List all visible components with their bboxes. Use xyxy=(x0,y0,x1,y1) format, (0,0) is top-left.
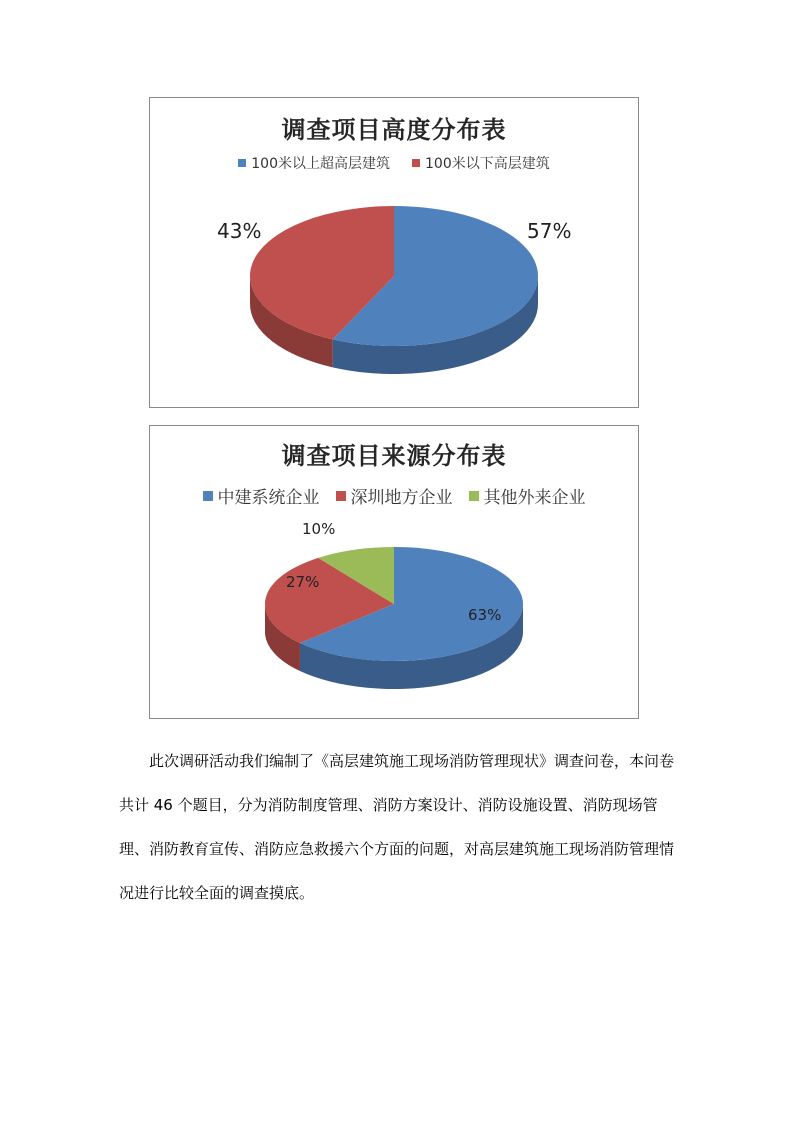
legend-label: 100米以下高层建筑 xyxy=(425,156,550,172)
chart-height-distribution xyxy=(149,97,639,408)
chart-legend xyxy=(150,153,638,173)
legend-label: 中建系统企业 xyxy=(217,488,320,508)
chart-legend xyxy=(150,483,638,508)
data-label-43: 43% xyxy=(217,219,262,243)
legend-item-above-100m xyxy=(238,153,390,173)
legend-label: 深圳地方企业 xyxy=(350,488,453,508)
legend-item-other xyxy=(469,483,586,508)
legend-swatch-blue xyxy=(238,159,246,167)
legend-label: 100米以上超高层建筑 xyxy=(251,156,390,172)
legend-item-shenzhen xyxy=(336,483,453,508)
legend-swatch-green xyxy=(469,491,479,501)
legend-swatch-red xyxy=(412,159,420,167)
chart-title: 调查项目高度分布表 xyxy=(281,116,507,144)
data-label-10: 10% xyxy=(302,520,336,538)
legend-swatch-red xyxy=(336,491,346,501)
legend-label: 其他外来企业 xyxy=(483,488,586,508)
legend-item-below-100m xyxy=(412,153,550,173)
data-label-63: 63% xyxy=(468,606,502,624)
legend-swatch-blue xyxy=(203,491,213,501)
data-label-27: 27% xyxy=(286,573,320,591)
chart-title: 调查项目来源分布表 xyxy=(281,442,507,470)
data-label-57: 57% xyxy=(527,219,572,243)
body-paragraph xyxy=(119,739,679,915)
legend-item-cscec xyxy=(203,483,320,508)
chart-source-distribution xyxy=(149,425,639,719)
paragraph-text: 此次调研活动我们编制了《高层建筑施工现场消防管理现状》调查问卷，本问卷共计 46 个题目，分为消防制度管理、消防方案设计、消防设施设置、消防现场管理、消防教育宣传、消防应急救援六个方面的问题，对高层建筑施工现场消防管理情况进行比较全面的调查摸底。 xyxy=(119,752,675,902)
